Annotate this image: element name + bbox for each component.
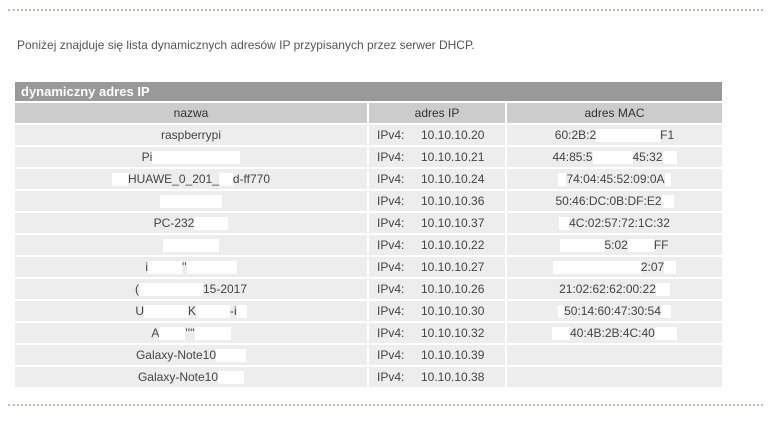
redaction-box bbox=[160, 195, 222, 208]
mac-cell bbox=[507, 235, 722, 255]
redacted-text-fragment: 4C:02:57:72:1C:32 bbox=[569, 216, 670, 230]
ip-address: 10.10.10.26 bbox=[421, 282, 485, 296]
table-row bbox=[15, 213, 722, 233]
table-row bbox=[15, 279, 722, 299]
mac-cell bbox=[507, 213, 722, 233]
redaction-box bbox=[216, 349, 246, 362]
table-row bbox=[15, 345, 722, 365]
redacted-text-fragment: 2:07 bbox=[640, 260, 665, 274]
redaction-box bbox=[558, 173, 566, 186]
table-row bbox=[15, 367, 722, 387]
redaction-box bbox=[596, 129, 660, 142]
redacted-text-fragment: 50:46:DC:0B:DF:E2 bbox=[555, 194, 662, 208]
ip-address: 10.10.10.27 bbox=[421, 260, 485, 274]
mac-cell bbox=[507, 367, 722, 387]
redacted-text-fragment: Galaxy-Note10 bbox=[137, 370, 219, 384]
redaction-box bbox=[159, 327, 185, 340]
ip-cell bbox=[369, 191, 505, 211]
name-cell bbox=[15, 323, 367, 343]
redaction-box bbox=[139, 283, 203, 296]
redaction-box bbox=[152, 151, 240, 164]
ip-version-label: IPv4: bbox=[377, 370, 405, 384]
redacted-text-fragment: 45:32 bbox=[632, 150, 663, 164]
redaction-box bbox=[664, 261, 676, 274]
redacted-text-fragment: ( bbox=[134, 282, 139, 296]
table-row bbox=[15, 301, 722, 321]
intro-text: Poniżej znajduje się lista dynamicznych adresów IP przypisanych przez serwer DHCP. bbox=[17, 38, 475, 52]
column-header-ip: adres IP bbox=[369, 103, 505, 123]
redacted-text-fragment: HUAWE bbox=[127, 172, 173, 186]
ip-version-label: IPv4: bbox=[377, 216, 405, 230]
ip-version-label: IPv4: bbox=[377, 260, 405, 274]
ip-cell bbox=[369, 235, 505, 255]
ip-version-label: IPv4: bbox=[377, 128, 405, 142]
ip-address: 10.10.10.32 bbox=[421, 326, 485, 340]
redaction-box bbox=[237, 305, 247, 318]
redaction-box bbox=[661, 305, 671, 318]
redacted-text-fragment: Pi bbox=[141, 150, 153, 164]
ip-version-label: IPv4: bbox=[377, 194, 405, 208]
column-header-mac: adres MAC bbox=[507, 103, 722, 123]
table-row bbox=[15, 191, 722, 211]
redaction-box bbox=[219, 173, 233, 186]
redaction-box bbox=[559, 217, 569, 230]
redaction-box bbox=[218, 371, 244, 384]
mac-cell bbox=[507, 169, 722, 189]
name-cell bbox=[15, 235, 367, 255]
ip-cell bbox=[369, 345, 505, 365]
name-cell bbox=[15, 345, 367, 365]
name-cell bbox=[15, 279, 367, 299]
ip-address: 10.10.10.24 bbox=[421, 172, 485, 186]
redacted-text-fragment: '' bbox=[182, 260, 187, 274]
redaction-box bbox=[144, 305, 188, 318]
table-row bbox=[15, 257, 722, 277]
ip-cell bbox=[369, 279, 505, 299]
mac-cell bbox=[507, 147, 722, 167]
ip-version-label: IPv4: bbox=[377, 348, 405, 362]
name-cell bbox=[15, 367, 367, 387]
redaction-box bbox=[195, 327, 231, 340]
table-row bbox=[15, 235, 722, 255]
redacted-text-fragment: FF bbox=[653, 238, 669, 252]
table-row bbox=[15, 147, 722, 167]
mac-cell bbox=[507, 279, 722, 299]
redacted-text-fragment: 74:04:45:52:09:0A bbox=[566, 172, 665, 186]
ip-cell bbox=[369, 367, 505, 387]
ip-address: 10.10.10.21 bbox=[421, 150, 485, 164]
redacted-text-fragment: _0_201_ bbox=[172, 172, 219, 186]
mac-cell bbox=[507, 125, 722, 145]
mac-cell bbox=[507, 191, 722, 211]
ip-cell bbox=[369, 323, 505, 343]
redacted-text-fragment: i bbox=[145, 260, 149, 274]
redaction-box bbox=[196, 305, 230, 318]
redacted-text-fragment: 50:14:60:47:30:54 bbox=[564, 304, 661, 318]
redacted-text-fragment: K bbox=[187, 304, 196, 318]
redaction-box bbox=[187, 261, 237, 274]
redacted-text-fragment: d-ff770 bbox=[232, 172, 271, 186]
ip-version-label: IPv4: bbox=[377, 282, 405, 296]
redacted-text-fragment: -i bbox=[230, 304, 237, 318]
redaction-box bbox=[552, 327, 570, 340]
ip-cell bbox=[369, 125, 505, 145]
redaction-box bbox=[560, 239, 604, 252]
ip-version-label: IPv4: bbox=[377, 238, 405, 252]
redacted-text-fragment: raspberrypi bbox=[160, 128, 222, 142]
table-title: dynamiczny adres IP bbox=[15, 82, 722, 101]
ip-version-label: IPv4: bbox=[377, 326, 405, 340]
mac-cell bbox=[507, 345, 722, 365]
redaction-box bbox=[663, 151, 677, 164]
ip-address: 10.10.10.20 bbox=[421, 128, 485, 142]
ip-address: 10.10.10.30 bbox=[421, 304, 485, 318]
mac-cell bbox=[507, 257, 722, 277]
dotted-divider-top bbox=[8, 9, 763, 11]
redacted-text-fragment: PC-232 bbox=[153, 216, 195, 230]
redacted-text-fragment: 40:4B:2B:4C:40 bbox=[570, 326, 655, 340]
name-cell bbox=[15, 257, 367, 277]
table-row bbox=[15, 125, 722, 145]
redacted-text-fragment: F1 bbox=[660, 128, 675, 142]
mac-cell bbox=[507, 323, 722, 343]
ip-version-label: IPv4: bbox=[377, 172, 405, 186]
name-cell bbox=[15, 301, 367, 321]
redacted-text-fragment: 5:02 bbox=[604, 238, 628, 252]
ip-cell bbox=[369, 147, 505, 167]
redaction-box bbox=[662, 195, 674, 208]
name-cell bbox=[15, 213, 367, 233]
redacted-text-fragment: 44:85:5 bbox=[552, 150, 593, 164]
redacted-text-fragment: U bbox=[135, 304, 144, 318]
ip-cell bbox=[369, 213, 505, 233]
redacted-text-fragment: '''' bbox=[185, 326, 195, 340]
redaction-box bbox=[148, 261, 182, 274]
redacted-text-fragment: 21:02:62:62:00:22 bbox=[559, 282, 656, 296]
table-header-row bbox=[15, 103, 722, 123]
column-header-name: nazwa bbox=[15, 103, 367, 123]
redaction-box bbox=[194, 217, 228, 230]
ip-cell bbox=[369, 257, 505, 277]
ip-address: 10.10.10.37 bbox=[421, 216, 485, 230]
ip-address: 10.10.10.22 bbox=[421, 238, 485, 252]
redaction-box bbox=[655, 327, 677, 340]
redaction-box bbox=[628, 239, 654, 252]
name-cell bbox=[15, 147, 367, 167]
redacted-text-fragment: Galaxy-Note10 bbox=[135, 348, 217, 362]
redaction-box bbox=[163, 239, 219, 252]
redaction-box bbox=[656, 283, 670, 296]
ip-version-label: IPv4: bbox=[377, 150, 405, 164]
table-row bbox=[15, 169, 722, 189]
ip-cell bbox=[369, 169, 505, 189]
name-cell bbox=[15, 169, 367, 189]
mac-cell bbox=[507, 301, 722, 321]
table-row bbox=[15, 323, 722, 343]
ip-address: 10.10.10.39 bbox=[421, 348, 485, 362]
ip-version-label: IPv4: bbox=[377, 304, 405, 318]
redaction-box bbox=[112, 173, 128, 186]
redacted-text-fragment: A bbox=[151, 326, 160, 340]
ip-cell bbox=[369, 301, 505, 321]
redaction-box bbox=[553, 261, 641, 274]
redaction-box bbox=[593, 151, 633, 164]
dhcp-leases-table bbox=[15, 82, 722, 387]
name-cell bbox=[15, 125, 367, 145]
ip-address: 10.10.10.38 bbox=[421, 370, 485, 384]
name-cell bbox=[15, 191, 367, 211]
redacted-text-fragment: 15-2017 bbox=[202, 282, 248, 296]
dotted-divider-bottom bbox=[8, 404, 763, 406]
ip-address: 10.10.10.36 bbox=[421, 194, 485, 208]
table-body bbox=[15, 125, 722, 387]
redacted-text-fragment: 60:2B:2 bbox=[554, 128, 597, 142]
redaction-box bbox=[665, 173, 671, 186]
